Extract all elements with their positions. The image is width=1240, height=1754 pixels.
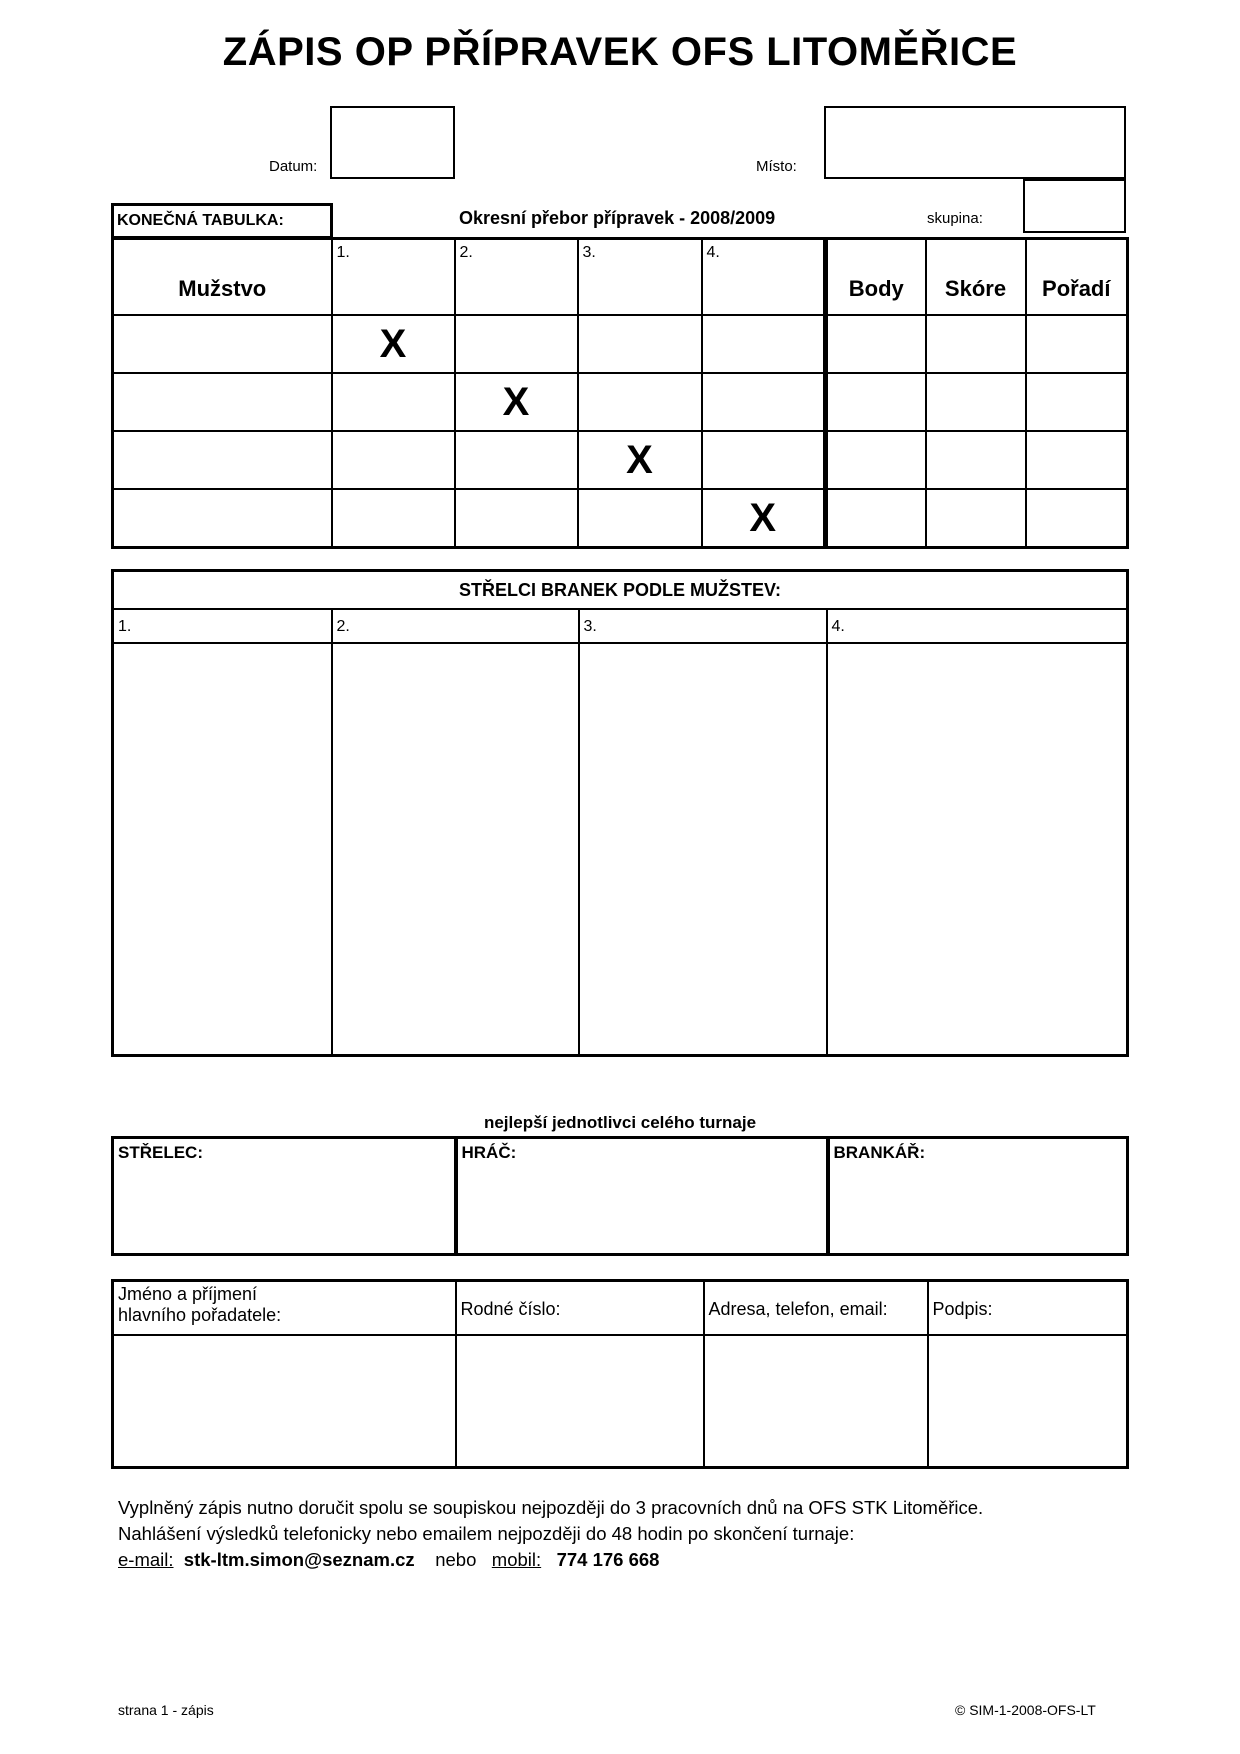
best-goalkeeper-label: BRANKÁŘ: xyxy=(833,1143,926,1162)
address-label: Adresa, telefon, email: xyxy=(708,1299,888,1319)
birth-number-header xyxy=(456,1281,704,1335)
match-col-3: 3. xyxy=(578,239,702,315)
result-cell[interactable] xyxy=(578,489,702,548)
group-label: skupina: xyxy=(927,210,983,227)
points-cell[interactable] xyxy=(826,373,926,431)
score-cell[interactable] xyxy=(926,431,1026,489)
table-row xyxy=(113,373,1128,431)
best-goalkeeper-field[interactable] xyxy=(828,1138,1128,1255)
datum-label: Datum: xyxy=(269,158,318,175)
result-cell xyxy=(702,489,826,548)
final-table-label: KONEČNÁ TABULKA: xyxy=(117,212,284,229)
best-player-field[interactable] xyxy=(456,1138,828,1255)
page-title: ZÁPIS OP PŘÍPRAVEK OFS LITOMĚŘICE xyxy=(222,30,1018,74)
group-field[interactable] xyxy=(1023,179,1126,233)
email-label: e-mail: xyxy=(118,1549,174,1570)
results-table xyxy=(111,237,1129,549)
email-link[interactable]: stk-ltm.simon@seznam.cz xyxy=(183,1549,415,1570)
rank-cell[interactable] xyxy=(1026,315,1128,373)
points-cell[interactable] xyxy=(826,489,926,548)
final-table-label-box xyxy=(111,203,333,239)
mobile-label: mobil: xyxy=(491,1549,542,1570)
best-scorer-field[interactable] xyxy=(113,1138,456,1255)
misto-field[interactable] xyxy=(824,106,1126,179)
scorers-field-1[interactable] xyxy=(113,643,332,1056)
best-title: nejlepší jednotlivci celého turnaje xyxy=(483,1113,757,1132)
result-cell[interactable] xyxy=(578,373,702,431)
result-cell[interactable] xyxy=(578,315,702,373)
table-row xyxy=(113,315,1128,373)
scorers-table xyxy=(111,569,1129,1057)
result-cell[interactable] xyxy=(702,373,826,431)
points-cell[interactable] xyxy=(826,315,926,373)
scorers-col-1: 1. xyxy=(113,609,332,643)
copyright: © SIM-1-2008-OFS-LT xyxy=(955,1702,1096,1718)
match-col-4: 4. xyxy=(702,239,826,315)
rank-cell[interactable] xyxy=(1026,489,1128,548)
rank-header-cell xyxy=(1026,239,1128,315)
footer-line-2: Nahlášení výsledků telefonicky nebo emailem nejpozději do 48 hodin po skončení turnaje: xyxy=(118,1523,855,1544)
address-header xyxy=(704,1281,928,1335)
organizer-name-header xyxy=(113,1281,456,1335)
result-cell[interactable] xyxy=(455,315,578,373)
body-header-cell xyxy=(826,239,926,315)
datum-field[interactable] xyxy=(330,106,455,179)
x-mark: X xyxy=(626,437,653,482)
page-label: strana 1 - zápis xyxy=(118,1702,214,1718)
birth-number-field[interactable] xyxy=(456,1335,704,1468)
footer-contact xyxy=(118,1547,659,1572)
result-cell xyxy=(332,315,455,373)
points-cell[interactable] xyxy=(826,431,926,489)
mobile-number: 774 176 668 xyxy=(556,1549,660,1570)
organizer-name-field[interactable] xyxy=(113,1335,456,1468)
score-cell[interactable] xyxy=(926,373,1026,431)
organizer-table xyxy=(111,1279,1129,1469)
team-header: Mužstvo xyxy=(178,275,267,301)
result-cell[interactable] xyxy=(455,489,578,548)
result-cell[interactable] xyxy=(332,373,455,431)
results-header-row xyxy=(113,239,1128,315)
result-cell[interactable] xyxy=(455,431,578,489)
result-cell[interactable] xyxy=(702,315,826,373)
rank-cell[interactable] xyxy=(1026,431,1128,489)
x-mark: X xyxy=(379,321,407,366)
or-text: nebo xyxy=(435,1549,477,1570)
result-cell[interactable] xyxy=(332,489,455,548)
footer-line-1: Vyplněný zápis nutno doručit spolu se soupiskou nejpozději do 3 pracovních dnů na OFS STK Litoměřice. xyxy=(118,1497,984,1518)
scorers-col-4: 4. xyxy=(827,609,1128,643)
scorers-field-4[interactable] xyxy=(827,643,1128,1056)
scorers-col-2: 2. xyxy=(332,609,579,643)
result-cell[interactable] xyxy=(702,431,826,489)
table-row xyxy=(113,489,1128,548)
result-cell[interactable] xyxy=(332,431,455,489)
team-cell[interactable] xyxy=(113,431,332,489)
score-cell[interactable] xyxy=(926,315,1026,373)
table-row xyxy=(113,431,1128,489)
signature-header xyxy=(928,1281,1128,1335)
competition-name: Okresní přebor přípravek - 2008/2009 xyxy=(459,208,776,228)
team-cell[interactable] xyxy=(113,489,332,548)
x-mark: X xyxy=(749,495,777,540)
score-header: Skóre xyxy=(944,275,1007,301)
scorers-field-3[interactable] xyxy=(579,643,827,1056)
result-cell xyxy=(578,431,702,489)
address-field[interactable] xyxy=(704,1335,928,1468)
team-cell[interactable] xyxy=(113,373,332,431)
score-header-cell xyxy=(926,239,1026,315)
scorers-title: STŘELCI BRANEK PODLE MUŽSTEV: xyxy=(113,571,1128,609)
scorers-field-2[interactable] xyxy=(332,643,579,1056)
signature-field[interactable] xyxy=(928,1335,1128,1468)
best-scorer-label: STŘELEC: xyxy=(118,1143,203,1162)
organizer-name-label-1: Jméno a příjmení xyxy=(118,1284,258,1304)
score-cell[interactable] xyxy=(926,489,1026,548)
birth-number-label: Rodné číslo: xyxy=(460,1299,561,1319)
rank-cell[interactable] xyxy=(1026,373,1128,431)
x-mark: X xyxy=(502,379,530,424)
match-col-1: 1. xyxy=(332,239,455,315)
best-player-label: HRÁČ: xyxy=(461,1143,517,1162)
team-cell[interactable] xyxy=(113,315,332,373)
misto-label: Místo: xyxy=(756,158,797,175)
best-table xyxy=(111,1136,1129,1256)
result-cell xyxy=(455,373,578,431)
body-header: Body xyxy=(848,275,904,301)
signature-label: Podpis: xyxy=(932,1299,993,1319)
team-header-cell xyxy=(113,239,332,315)
rank-header: Pořadí xyxy=(1042,275,1111,301)
organizer-name-label-2: hlavního pořadatele: xyxy=(118,1305,282,1325)
scorers-col-3: 3. xyxy=(579,609,827,643)
match-col-2: 2. xyxy=(455,239,578,315)
